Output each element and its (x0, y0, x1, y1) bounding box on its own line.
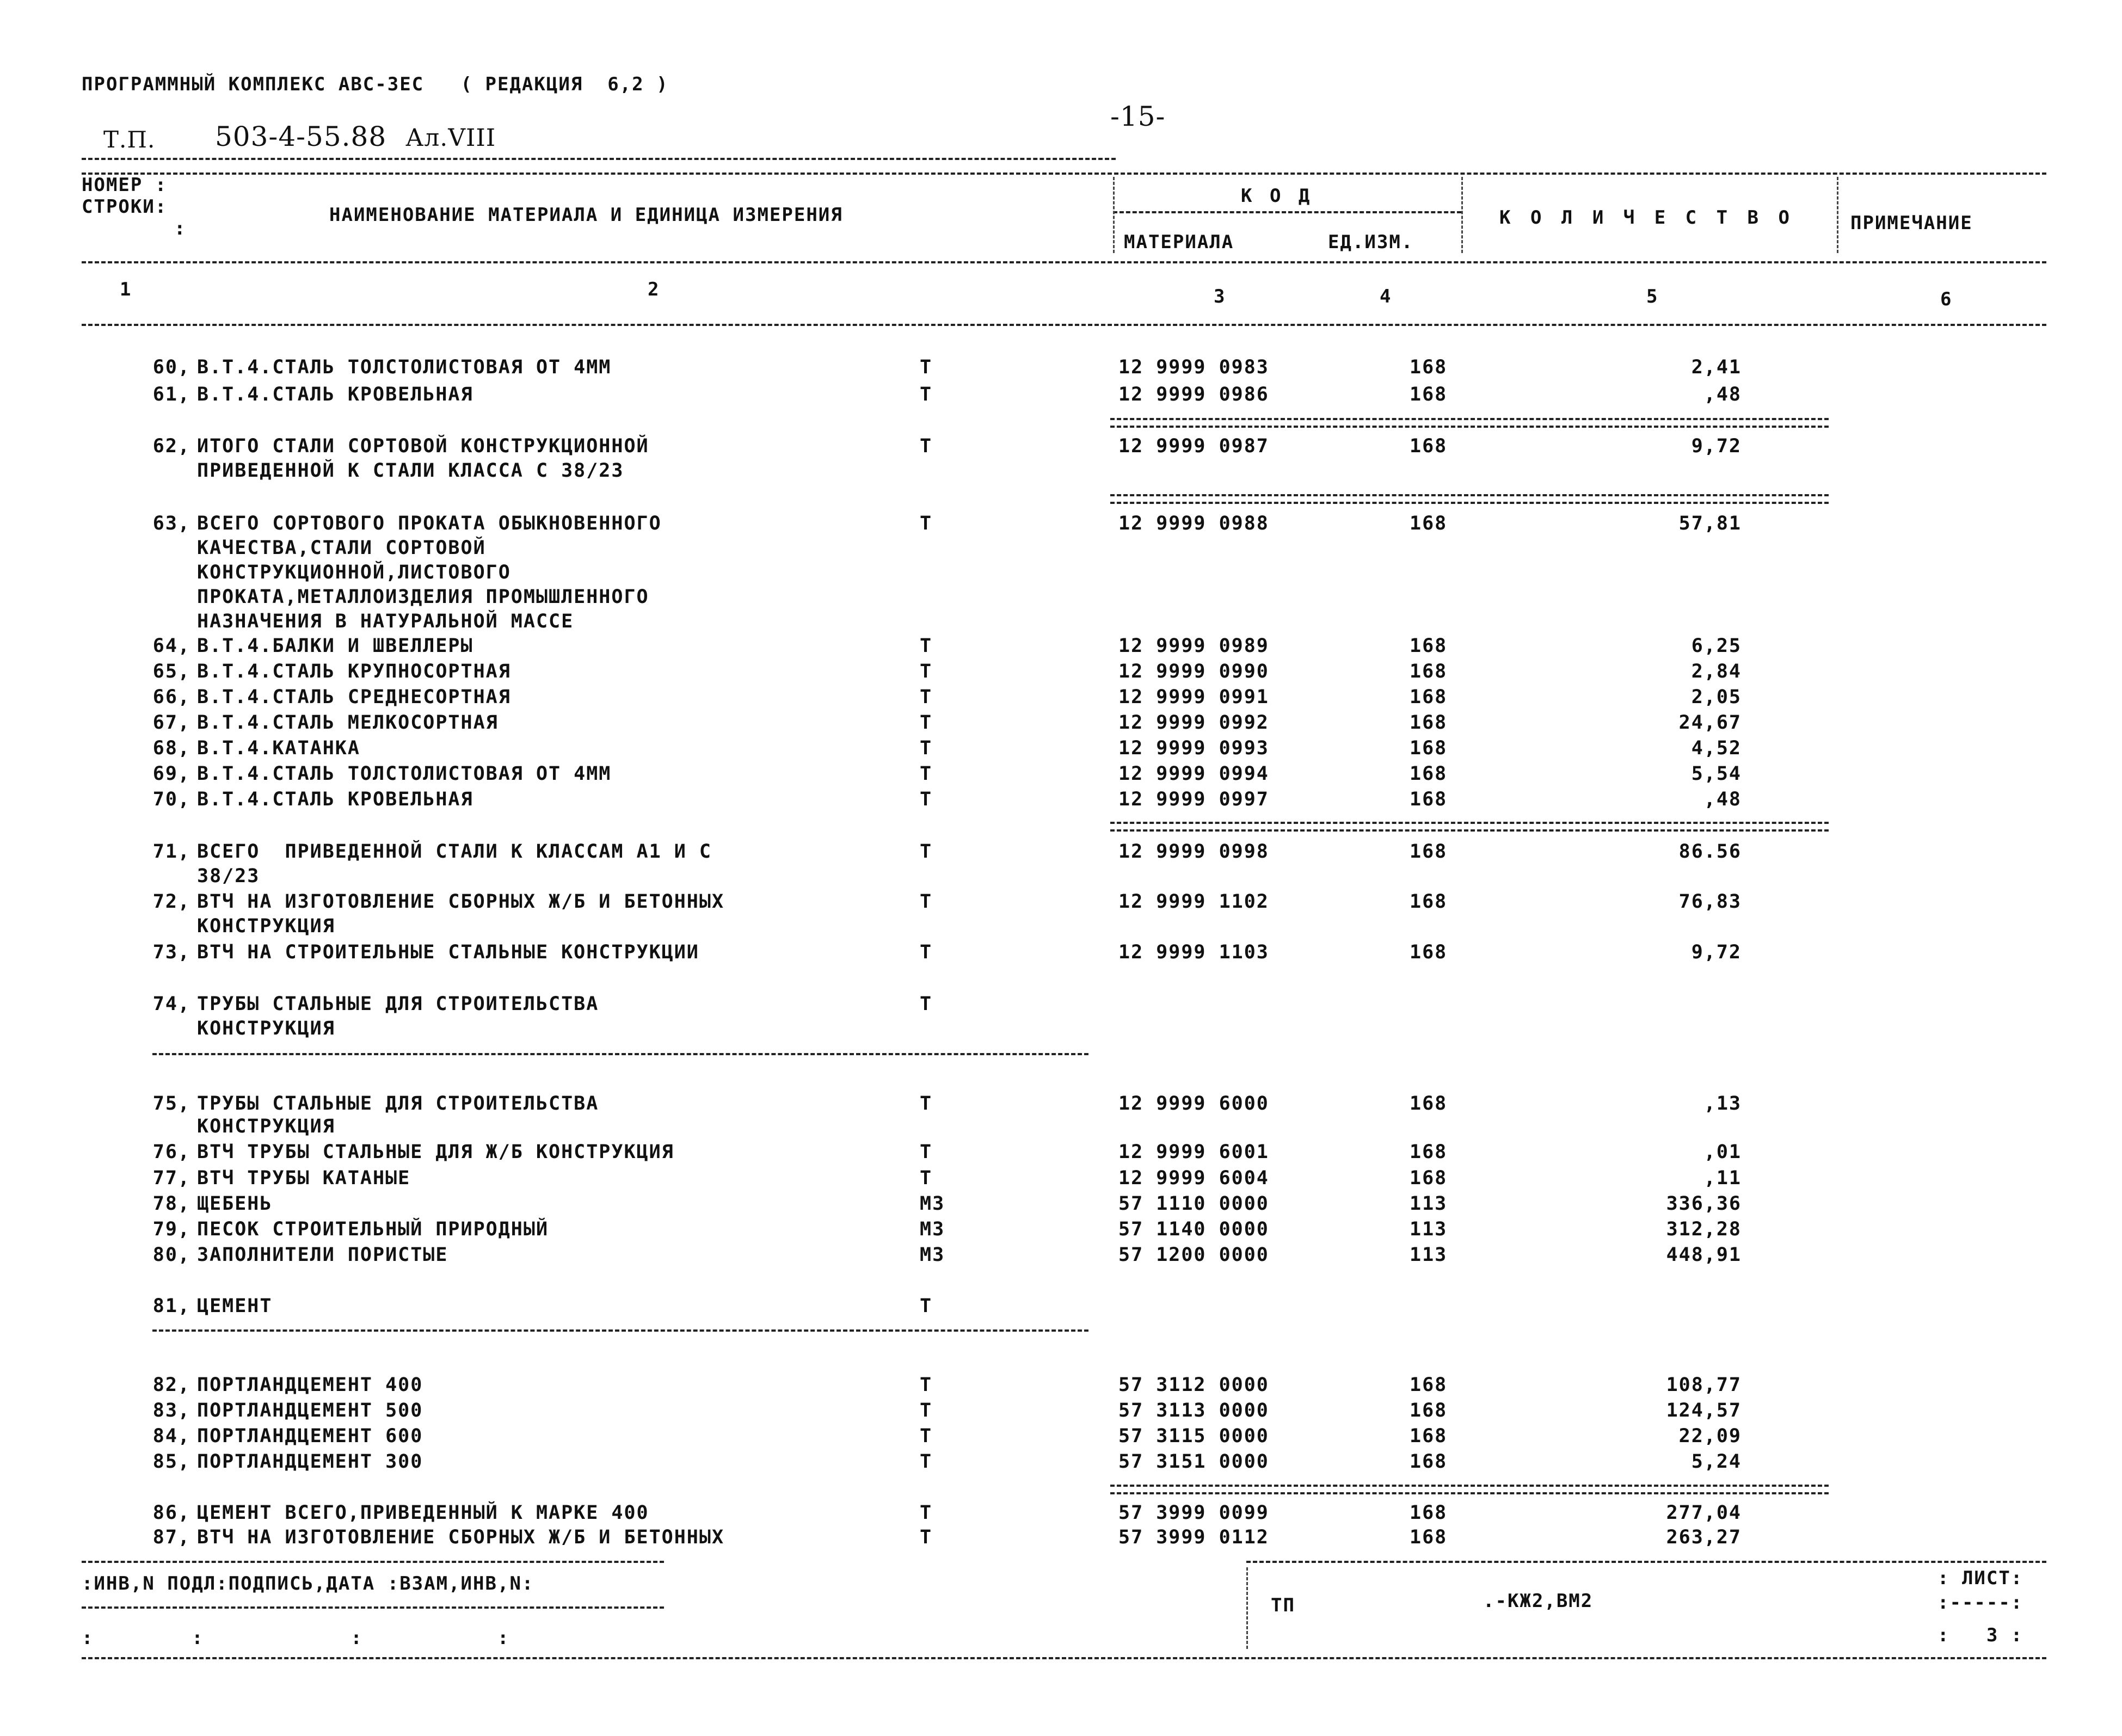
table-row: 67, В.Т.4.СТАЛЬ МЕЛКОСОРТНАЯ Т 12 9999 0992 168 24,67 (152, 712, 1742, 734)
hdr-code-unit: ЕД.ИЗМ. (1328, 231, 1414, 253)
table-row: 80, ЗАПОЛНИТЕЛИ ПОРИСТЫЕ М3 57 1200 0000 113 448,91 (152, 1244, 1742, 1266)
header-mid-rule (82, 261, 2046, 263)
col-sep-qty (1461, 177, 1463, 253)
stamp-header: :ИНВ,N ПОДЛ:ПОДПИСЬ,ДАТА :ВЗАМ,ИНВ,N: (82, 1573, 534, 1595)
row-continuation: ПРИВЕДЕННОЙ К СТАЛИ КЛАССА С 38/23 (197, 460, 624, 482)
group-rule (152, 1329, 1088, 1332)
hdr-name: НАИМЕНОВАНИЕ МАТЕРИАЛА И ЕДИНИЦА ИЗМЕРЕНИЯ (329, 204, 843, 226)
album-label: Ал.VIII (405, 124, 496, 152)
sheet-label: : ЛИСТ: (1938, 1567, 2023, 1589)
table-row: 84, ПОРТЛАНДЦЕМЕНТ 600 Т 57 3115 0000 168 22,09 (152, 1425, 1742, 1447)
table-row: 69, В.Т.4.СТАЛЬ ТОЛСТОЛИСТОВАЯ ОТ 4ММ Т 12 9999 0994 168 5,54 (152, 763, 1742, 785)
table-row: 63, ВСЕГО СОРТОВОГО ПРОКАТА ОБЫКНОВЕННОГО Т 12 9999 0988 168 57,81 (152, 513, 1742, 534)
row-continuation: 38/23 (197, 865, 260, 887)
table-row: 72, ВТЧ НА ИЗГОТОВЛЕНИЕ СБОРНЫХ Ж/Б И БЕТОННЫХ Т 12 9999 1102 168 76,83 (152, 891, 1742, 913)
tp-code-label: ТП (1271, 1595, 1295, 1616)
title-block-separator (1246, 1567, 1248, 1649)
title-rule (82, 158, 1116, 160)
header-bottom-rule (82, 324, 2046, 326)
hdr-quantity: К О Л И Ч Е С Т В О (1499, 207, 1794, 229)
page-bottom-rule (82, 1657, 2046, 1659)
col-sep-note (1837, 177, 1838, 253)
row-continuation: КОНСТРУКЦИЯ (197, 1116, 335, 1137)
table-row: 61, В.Т.4.СТАЛЬ КРОВЕЛЬНАЯ Т 12 9999 0986 168 ,48 (152, 384, 1742, 405)
total-rule (1110, 418, 1829, 428)
table-row: 76, ВТЧ ТРУБЫ СТАЛЬНЫЕ ДЛЯ Ж/Б КОНСТРУКЦИЯ Т 12 9999 6001 168 ,01 (152, 1141, 1742, 1163)
sheet-number: : 3 : (1938, 1624, 2023, 1646)
total-rule (1110, 494, 1829, 504)
table-row: 60, В.Т.4.СТАЛЬ ТОЛСТОЛИСТОВАЯ ОТ 4ММ Т 12 9999 0983 168 2,41 (152, 356, 1742, 378)
table-row: 81, ЦЕМЕНТ Т (152, 1295, 933, 1317)
page-mark: -15- (1110, 101, 1166, 132)
table-row: 79, ПЕСОК СТРОИТЕЛЬНЫЙ ПРИРОДНЫЙ М3 57 1140 0000 113 312,28 (152, 1218, 1742, 1240)
title-block-top-rule (1246, 1561, 2046, 1563)
hdr-n6: 6 (1940, 288, 1953, 310)
table-row: 65, В.Т.4.СТАЛЬ КРУПНОСОРТНАЯ Т 12 9999 0990 168 2,84 (152, 661, 1742, 682)
table-row: 75, ТРУБЫ СТАЛЬНЫЕ ДЛЯ СТРОИТЕЛЬСТВА Т 12 9999 6000 168 ,13 (152, 1093, 1742, 1115)
row-continuation: КОНСТРУКЦИОННОЙ,ЛИСТОВОГО (197, 562, 511, 583)
table-row: 64, В.Т.4.БАЛКИ И ШВЕЛЛЕРЫ Т 12 9999 0989 168 6,25 (152, 635, 1742, 657)
tp-number: 503-4-55.88 (215, 121, 387, 152)
hdr-code-material: МАТЕРИАЛА (1124, 231, 1234, 253)
table-row: 86, ЦЕМЕНТ ВСЕГО,ПРИВЕДЕННЫЙ К МАРКЕ 400 Т 57 3999 0099 168 277,04 (152, 1502, 1742, 1524)
table-row: 66, В.Т.4.СТАЛЬ СРЕДНЕСОРТНАЯ Т 12 9999 0991 168 2,05 (152, 686, 1742, 708)
hdr-code: К О Д (1241, 185, 1313, 207)
row-continuation: ПРОКАТА,МЕТАЛЛОИЗДЕЛИЯ ПРОМЫШЛЕННОГО (197, 586, 649, 608)
stamp-mid-rule (82, 1606, 664, 1609)
table-row: 74, ТРУБЫ СТАЛЬНЫЕ ДЛЯ СТРОИТЕЛЬСТВА Т (152, 993, 933, 1015)
program-title: ПРОГРАММНЫЙ КОМПЛЕКС АВС-3ЕС ( РЕДАКЦИЯ 6,2 ) (82, 73, 669, 95)
table-row: 87, ВТЧ НА ИЗГОТОВЛЕНИЕ СБОРНЫХ Ж/Б И БЕТОННЫХ Т 57 3999 0112 168 263,27 (152, 1526, 1742, 1548)
table-row: 83, ПОРТЛАНДЦЕМЕНТ 500 Т 57 3113 0000 168 124,57 (152, 1400, 1742, 1421)
stamp-cells: : : : : (82, 1627, 510, 1649)
hdr-n3: 3 (1214, 286, 1226, 307)
document-code: .-КЖ2,ВМ2 (1483, 1590, 1594, 1612)
table-row: 70, В.Т.4.СТАЛЬ КРОВЕЛЬНАЯ Т 12 9999 0997 168 ,48 (152, 789, 1742, 810)
group-rule (152, 1053, 1088, 1055)
hdr-row-no-1: НОМЕР : (82, 174, 168, 196)
total-rule (1110, 1485, 1829, 1494)
total-rule (1110, 822, 1829, 832)
hdr-note: ПРИМЕЧАНИЕ (1850, 212, 1973, 234)
stamp-top-rule (82, 1561, 664, 1563)
hdr-n4: 4 (1380, 286, 1392, 307)
table-row: 82, ПОРТЛАНДЦЕМЕНТ 400 Т 57 3112 0000 168 108,77 (152, 1374, 1742, 1396)
table-row: 68, В.Т.4.КАТАНКА Т 12 9999 0993 168 4,52 (152, 737, 1742, 759)
table-row: 62, ИТОГО СТАЛИ СОРТОВОЙ КОНСТРУКЦИОННОЙ Т 12 9999 0987 168 9,72 (152, 435, 1742, 457)
hdr-code-rule (1113, 211, 1461, 213)
sheet-separator: :-----: (1938, 1592, 2023, 1614)
table-row: 71, ВСЕГО ПРИВЕДЕННОЙ СТАЛИ К КЛАССАМ А1 И С Т 12 9999 0998 168 86.56 (152, 841, 1742, 863)
table-row: 73, ВТЧ НА СТРОИТЕЛЬНЫЕ СТАЛЬНЫЕ КОНСТРУКЦИИ Т 12 9999 1103 168 9,72 (152, 941, 1742, 963)
hdr-n1: 1 (120, 279, 132, 300)
tp-label: Т.П. (103, 126, 156, 153)
row-continuation: КАЧЕСТВА,СТАЛИ СОРТОВОЙ (197, 537, 486, 559)
row-continuation: КОНСТРУКЦИЯ (197, 1018, 335, 1039)
hdr-row-no-3: : (174, 218, 187, 239)
table-row: 78, ЩЕБЕНЬ М3 57 1110 0000 113 336,36 (152, 1193, 1742, 1215)
table-row: 85, ПОРТЛАНДЦЕМЕНТ 300 Т 57 3151 0000 168 5,24 (152, 1451, 1742, 1473)
row-continuation: КОНСТРУКЦИЯ (197, 915, 335, 937)
col-sep-code (1113, 177, 1115, 253)
hdr-row-no-2: СТРОКИ: (82, 196, 168, 218)
table-row: 77, ВТЧ ТРУБЫ КАТАНЫЕ Т 12 9999 6004 168 ,11 (152, 1167, 1742, 1189)
hdr-n5: 5 (1646, 286, 1659, 307)
hdr-n2: 2 (648, 279, 660, 300)
header-top-rule (82, 173, 2046, 175)
row-continuation: НАЗНАЧЕНИЯ В НАТУРАЛЬНОЙ МАССЕ (197, 611, 574, 632)
